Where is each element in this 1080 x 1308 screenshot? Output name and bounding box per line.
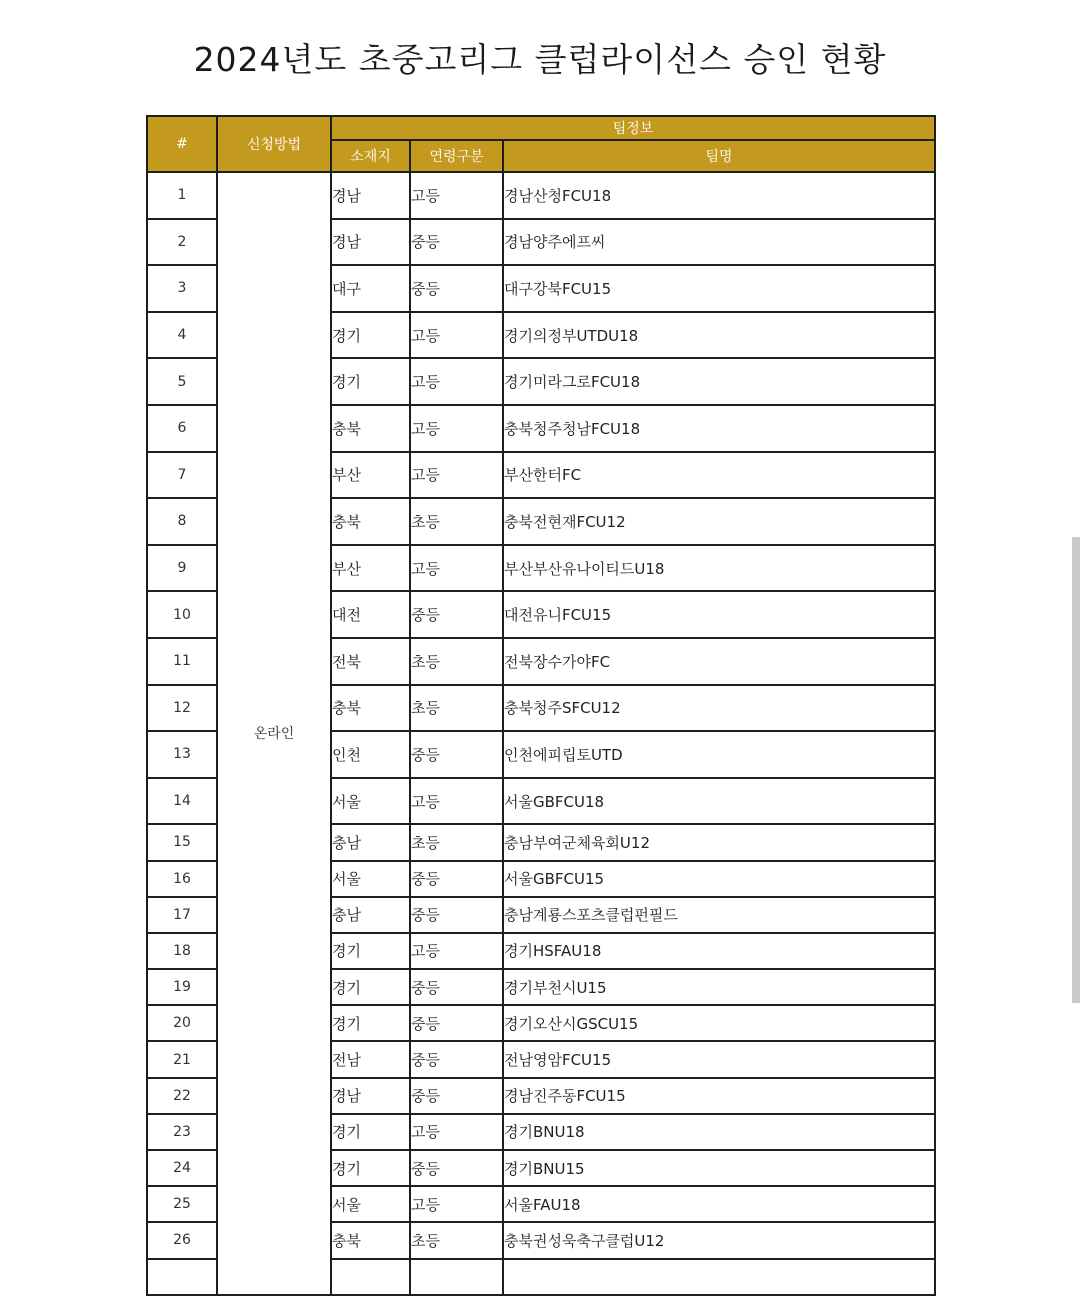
age-group-cell: 중등 bbox=[410, 1078, 503, 1114]
age-group-cell: 고등 bbox=[410, 312, 503, 359]
region-cell: 충북 bbox=[331, 685, 410, 732]
team-name-cell: 충북권성욱축구클럽U12 bbox=[503, 1222, 935, 1258]
page-title: 2024년도 초중고리그 클럽라이선스 승인 현황 bbox=[193, 40, 887, 79]
team-name-cell: 경남진주동FCU15 bbox=[503, 1078, 935, 1114]
region-cell: 충북 bbox=[331, 498, 410, 545]
team-name-cell: 경기미라그로FCU18 bbox=[503, 358, 935, 405]
region-cell: 경기 bbox=[331, 933, 410, 969]
empty-cell bbox=[331, 1259, 410, 1295]
team-name-cell: 서울GBFCU15 bbox=[503, 861, 935, 897]
age-group-cell: 고등 bbox=[410, 405, 503, 452]
region-cell: 부산 bbox=[331, 545, 410, 592]
age-group-cell: 중등 bbox=[410, 1041, 503, 1077]
row-number-cell: 3 bbox=[147, 265, 217, 312]
row-number-cell: 13 bbox=[147, 731, 217, 778]
age-group-cell: 중등 bbox=[410, 1005, 503, 1041]
region-cell: 충남 bbox=[331, 897, 410, 933]
age-group-cell: 초등 bbox=[410, 1222, 503, 1258]
scrollbar-thumb[interactable] bbox=[1072, 537, 1080, 1003]
age-group-cell: 중등 bbox=[410, 1150, 503, 1186]
row-number-cell: 16 bbox=[147, 861, 217, 897]
license-approval-table bbox=[146, 115, 936, 1296]
row-number-cell: 8 bbox=[147, 498, 217, 545]
team-name-cell: 대전유니FCU15 bbox=[503, 591, 935, 638]
row-number-cell: 24 bbox=[147, 1150, 217, 1186]
region-cell: 인천 bbox=[331, 731, 410, 778]
region-cell: 서울 bbox=[331, 778, 410, 825]
header-region: 소재지 bbox=[331, 140, 410, 172]
row-number-cell: 25 bbox=[147, 1186, 217, 1222]
region-cell: 서울 bbox=[331, 1186, 410, 1222]
row-number-cell: 12 bbox=[147, 685, 217, 732]
header-age-group: 연령구분 bbox=[410, 140, 503, 172]
team-name-cell: 부산부산유나이티드U18 bbox=[503, 545, 935, 592]
age-group-cell: 고등 bbox=[410, 172, 503, 219]
region-cell: 충북 bbox=[331, 405, 410, 452]
team-name-cell: 경남산청FCU18 bbox=[503, 172, 935, 219]
region-cell: 충남 bbox=[331, 824, 410, 860]
row-number-cell: 21 bbox=[147, 1041, 217, 1077]
team-name-cell: 충북전현재FCU12 bbox=[503, 498, 935, 545]
age-group-cell: 초등 bbox=[410, 638, 503, 685]
team-name-cell: 경기의정부UTDU18 bbox=[503, 312, 935, 359]
table-row bbox=[147, 172, 935, 219]
region-cell: 전남 bbox=[331, 1041, 410, 1077]
age-group-cell: 중등 bbox=[410, 265, 503, 312]
team-name-cell: 대구강북FCU15 bbox=[503, 265, 935, 312]
row-number-cell: 14 bbox=[147, 778, 217, 825]
team-name-cell: 서울FAU18 bbox=[503, 1186, 935, 1222]
region-cell: 전북 bbox=[331, 638, 410, 685]
team-name-cell: 충북청주SFCU12 bbox=[503, 685, 935, 732]
region-cell: 경남 bbox=[331, 1078, 410, 1114]
application-method-cell: 온라인 bbox=[217, 172, 331, 1295]
region-cell: 대구 bbox=[331, 265, 410, 312]
team-name-cell: 충남부여군체육회U12 bbox=[503, 824, 935, 860]
age-group-cell: 중등 bbox=[410, 731, 503, 778]
age-group-cell: 고등 bbox=[410, 1186, 503, 1222]
team-name-cell: 경기BNU18 bbox=[503, 1114, 935, 1150]
team-name-cell: 충남계룡스포츠클럽펀필드 bbox=[503, 897, 935, 933]
row-number-cell: 22 bbox=[147, 1078, 217, 1114]
age-group-cell: 중등 bbox=[410, 897, 503, 933]
age-group-cell: 고등 bbox=[410, 358, 503, 405]
region-cell: 대전 bbox=[331, 591, 410, 638]
region-cell: 경남 bbox=[331, 219, 410, 266]
header-application-method: 신청방법 bbox=[217, 116, 331, 172]
team-name-cell: 경기오산시GSCU15 bbox=[503, 1005, 935, 1041]
row-number-cell: 4 bbox=[147, 312, 217, 359]
header-team-name: 팀명 bbox=[503, 140, 935, 172]
row-number-cell: 5 bbox=[147, 358, 217, 405]
team-name-cell: 경기HSFAU18 bbox=[503, 933, 935, 969]
header-team-info: 팀정보 bbox=[331, 116, 935, 140]
row-number-cell: 20 bbox=[147, 1005, 217, 1041]
team-name-cell: 전북장수가야FC bbox=[503, 638, 935, 685]
age-group-cell: 중등 bbox=[410, 969, 503, 1005]
age-group-cell: 중등 bbox=[410, 219, 503, 266]
row-number-cell: 2 bbox=[147, 219, 217, 266]
row-number-cell: 26 bbox=[147, 1222, 217, 1258]
row-number-cell: 17 bbox=[147, 897, 217, 933]
age-group-cell: 고등 bbox=[410, 452, 503, 499]
age-group-cell: 초등 bbox=[410, 685, 503, 732]
team-name-cell: 경남양주에프씨 bbox=[503, 219, 935, 266]
empty-cell bbox=[503, 1259, 935, 1295]
team-name-cell: 전남영암FCU15 bbox=[503, 1041, 935, 1077]
empty-cell bbox=[410, 1259, 503, 1295]
row-number-cell: 19 bbox=[147, 969, 217, 1005]
region-cell: 경기 bbox=[331, 358, 410, 405]
region-cell: 경기 bbox=[331, 1005, 410, 1041]
table-header-row-top bbox=[147, 116, 935, 140]
region-cell: 경남 bbox=[331, 172, 410, 219]
empty-cell bbox=[147, 1259, 217, 1295]
row-number-cell: 23 bbox=[147, 1114, 217, 1150]
region-cell: 서울 bbox=[331, 861, 410, 897]
age-group-cell: 고등 bbox=[410, 778, 503, 825]
age-group-cell: 고등 bbox=[410, 545, 503, 592]
age-group-cell: 고등 bbox=[410, 933, 503, 969]
row-number-cell: 1 bbox=[147, 172, 217, 219]
row-number-cell: 9 bbox=[147, 545, 217, 592]
team-name-cell: 서울GBFCU18 bbox=[503, 778, 935, 825]
region-cell: 충북 bbox=[331, 1222, 410, 1258]
region-cell: 경기 bbox=[331, 312, 410, 359]
row-number-cell: 15 bbox=[147, 824, 217, 860]
age-group-cell: 초등 bbox=[410, 498, 503, 545]
row-number-cell: 11 bbox=[147, 638, 217, 685]
row-number-cell: 18 bbox=[147, 933, 217, 969]
team-name-cell: 경기BNU15 bbox=[503, 1150, 935, 1186]
row-number-cell: 6 bbox=[147, 405, 217, 452]
row-number-cell: 7 bbox=[147, 452, 217, 499]
age-group-cell: 초등 bbox=[410, 824, 503, 860]
header-number: # bbox=[147, 116, 217, 172]
region-cell: 부산 bbox=[331, 452, 410, 499]
team-name-cell: 경기부천시U15 bbox=[503, 969, 935, 1005]
team-name-cell: 인천에피립토UTD bbox=[503, 731, 935, 778]
team-name-cell: 부산한터FC bbox=[503, 452, 935, 499]
team-name-cell: 충북청주청남FCU18 bbox=[503, 405, 935, 452]
age-group-cell: 고등 bbox=[410, 1114, 503, 1150]
region-cell: 경기 bbox=[331, 1114, 410, 1150]
age-group-cell: 중등 bbox=[410, 591, 503, 638]
row-number-cell: 10 bbox=[147, 591, 217, 638]
age-group-cell: 중등 bbox=[410, 861, 503, 897]
table-body bbox=[147, 172, 935, 1295]
region-cell: 경기 bbox=[331, 1150, 410, 1186]
region-cell: 경기 bbox=[331, 969, 410, 1005]
